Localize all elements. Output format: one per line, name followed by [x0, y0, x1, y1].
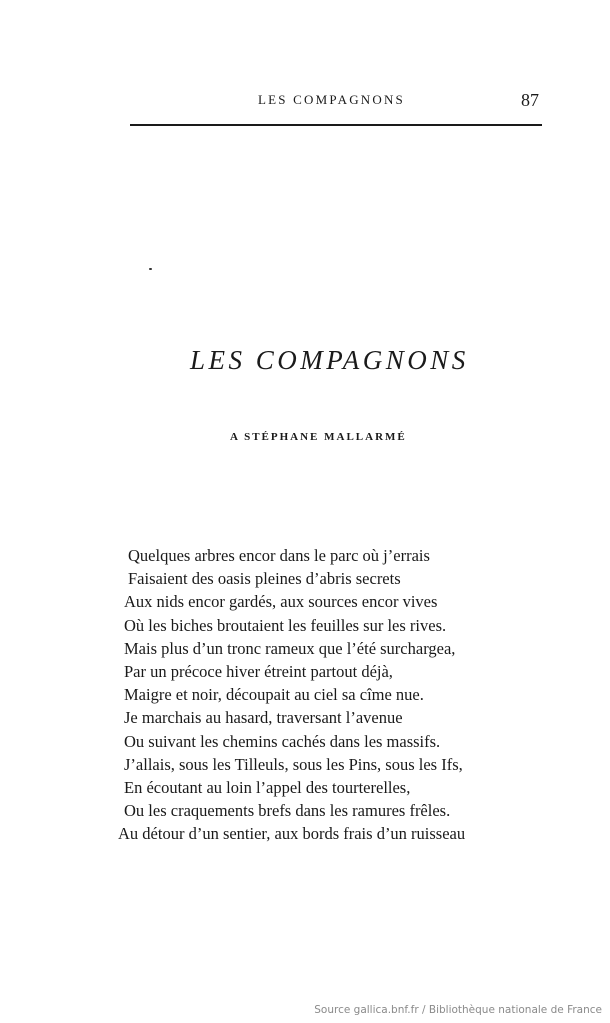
verse-line: Aux nids encor gardés, aux sources encor vives: [124, 592, 438, 612]
verse-line: Quelques arbres encor dans le parc où j’errais: [128, 546, 430, 565]
running-head-title: LES COMPAGNONS: [258, 92, 405, 107]
paper-speck: [149, 268, 152, 270]
header-rule: [130, 124, 542, 126]
verse-line: J’allais, sous les Tilleuls, sous les Pins, sous les Ifs,: [124, 754, 463, 774]
verse-line: Je marchais au hasard, traversant l’avenue: [124, 708, 403, 728]
verse-line: Faisaient des oasis pleines d’abris secrets: [128, 569, 401, 589]
verse-line: Maigre et noir, découpait au ciel sa cîme nue.: [124, 685, 424, 705]
verse-line: Ou suivant les chemins cachés dans les massifs.: [124, 731, 441, 751]
poem-title: LES COMPAGNONS: [190, 345, 469, 375]
verse-line: En écoutant au loin l’appel des tourterelles,: [124, 778, 411, 798]
verse-line: Où les biches broutaient les feuilles sur les rives.: [124, 615, 447, 635]
source-credit: Source gallica.bnf.fr / Bibliothèque nationale de France: [314, 1004, 602, 1016]
poem-verses: [118, 544, 465, 846]
page-number: 87: [521, 90, 539, 110]
verse-line: Par un précoce hiver étreint partout déjà,: [124, 662, 393, 682]
verse-line: Ou les craquements brefs dans les ramures frêles.: [124, 801, 451, 821]
verse-line: Mais plus d’un tronc rameux que l’été surchargea,: [124, 638, 456, 658]
verse-line: Au détour d’un sentier, aux bords frais d’un ruisseau: [118, 824, 466, 844]
poem-dedication: A STÉPHANE MALLARMÉ: [230, 431, 407, 443]
